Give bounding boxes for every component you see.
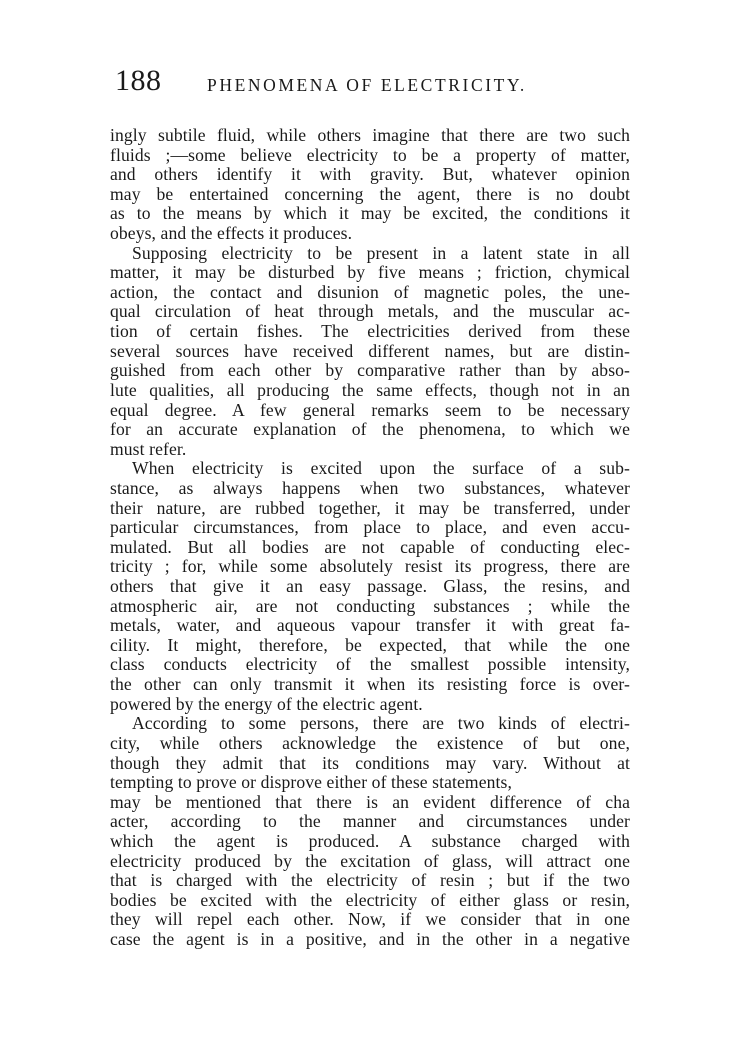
- text-line: obeys, and the effects it produces.: [110, 223, 353, 244]
- text-line: atmospheric air, are not conducting substances ; while the: [110, 595, 630, 616]
- text-line: bodies be excited with the electricity of either glass or resin,: [110, 889, 630, 910]
- text-line: action, the contact and disunion of magnetic poles, the une-: [110, 281, 630, 302]
- text-line: may be mentioned that there is an evident difference of cha: [110, 791, 630, 812]
- text-line: cility. It might, therefore, be expected, that while the one: [110, 634, 630, 655]
- text-line: qual circulation of heat through metals, and the muscular ac-: [110, 301, 630, 322]
- text-line: equal degree. A few general remarks seem to be necessary: [110, 399, 630, 420]
- text-line: fluids ;—some believe electricity to be a property of matter,: [110, 144, 630, 165]
- text-line: and others identify it with gravity. But, whatever opinion: [110, 164, 630, 185]
- text-line: though they admit that its conditions may vary. Without at: [110, 752, 630, 773]
- running-header: [115, 64, 635, 104]
- paragraph-first-line: When electricity is excited upon the surface of a sub-: [132, 458, 630, 479]
- text-line: tempting to prove or disprove either of these statements,: [110, 772, 512, 793]
- text-line: matter, it may be disturbed by five means ; friction, chymical: [110, 262, 630, 283]
- text-line: may be entertained concerning the agent, there is no doubt: [110, 183, 630, 204]
- text-line: guished from each other by comparative rather than by abso-: [110, 360, 630, 381]
- text-line: they will repel each other. Now, if we consider that in one: [110, 909, 630, 930]
- text-line: others that give it an easy passage. Glass, the resins, and: [110, 576, 630, 597]
- text-line: tion of certain fishes. The electricities derived from these: [110, 321, 630, 342]
- text-line: ingly subtile fluid, while others imagine that there are two such: [110, 125, 630, 145]
- text-line: tricity ; for, while some absolutely resist its progress, there are: [110, 556, 630, 577]
- text-line: acter, according to the manner and circumstances under: [110, 811, 630, 832]
- text-line: class conducts electricity of the smallest possible intensity,: [110, 654, 630, 675]
- text-line: which the agent is produced. A substance charged with: [110, 830, 630, 851]
- text-line: metals, water, and aqueous vapour transfer it with great fa-: [110, 615, 630, 636]
- text-line: must refer.: [110, 438, 187, 459]
- text-line: as to the means by which it may be excited, the conditions it: [110, 203, 630, 224]
- paragraph-first-line: According to some persons, there are two kinds of electri-: [132, 713, 630, 734]
- text-line: case the agent is in a positive, and in the other in a negative: [110, 928, 630, 949]
- text-line: the other can only transmit it when its resisting force is over-: [110, 674, 630, 695]
- text-line: that is charged with the electricity of resin ; but if the two: [110, 870, 630, 891]
- page-number: 188: [115, 64, 162, 97]
- body-text: [110, 126, 630, 950]
- text-line: stance, as always happens when two substances, whatever: [110, 477, 630, 498]
- text-line: several sources have received different names, but are distin-: [110, 340, 630, 361]
- text-line: their nature, are rubbed together, it may be transferred, under: [110, 497, 630, 518]
- text-line: electricity produced by the excitation of glass, will attract one: [110, 850, 630, 871]
- text-line: city, while others acknowledge the existence of but one,: [110, 732, 630, 753]
- text-line: for an accurate explanation of the phenomena, to which we: [110, 419, 630, 440]
- running-title: PHENOMENA OF ELECTRICITY.: [207, 75, 527, 95]
- text-line: lute qualities, all producing the same effects, though not in an: [110, 379, 630, 400]
- text-line: particular circumstances, from place to place, and even accu-: [110, 517, 630, 538]
- text-line: mulated. But all bodies are not capable of conducting elec-: [110, 536, 630, 557]
- text-line: powered by the energy of the electric agent.: [110, 693, 423, 714]
- paragraph-first-line: Supposing electricity to be present in a latent state in all: [132, 242, 630, 263]
